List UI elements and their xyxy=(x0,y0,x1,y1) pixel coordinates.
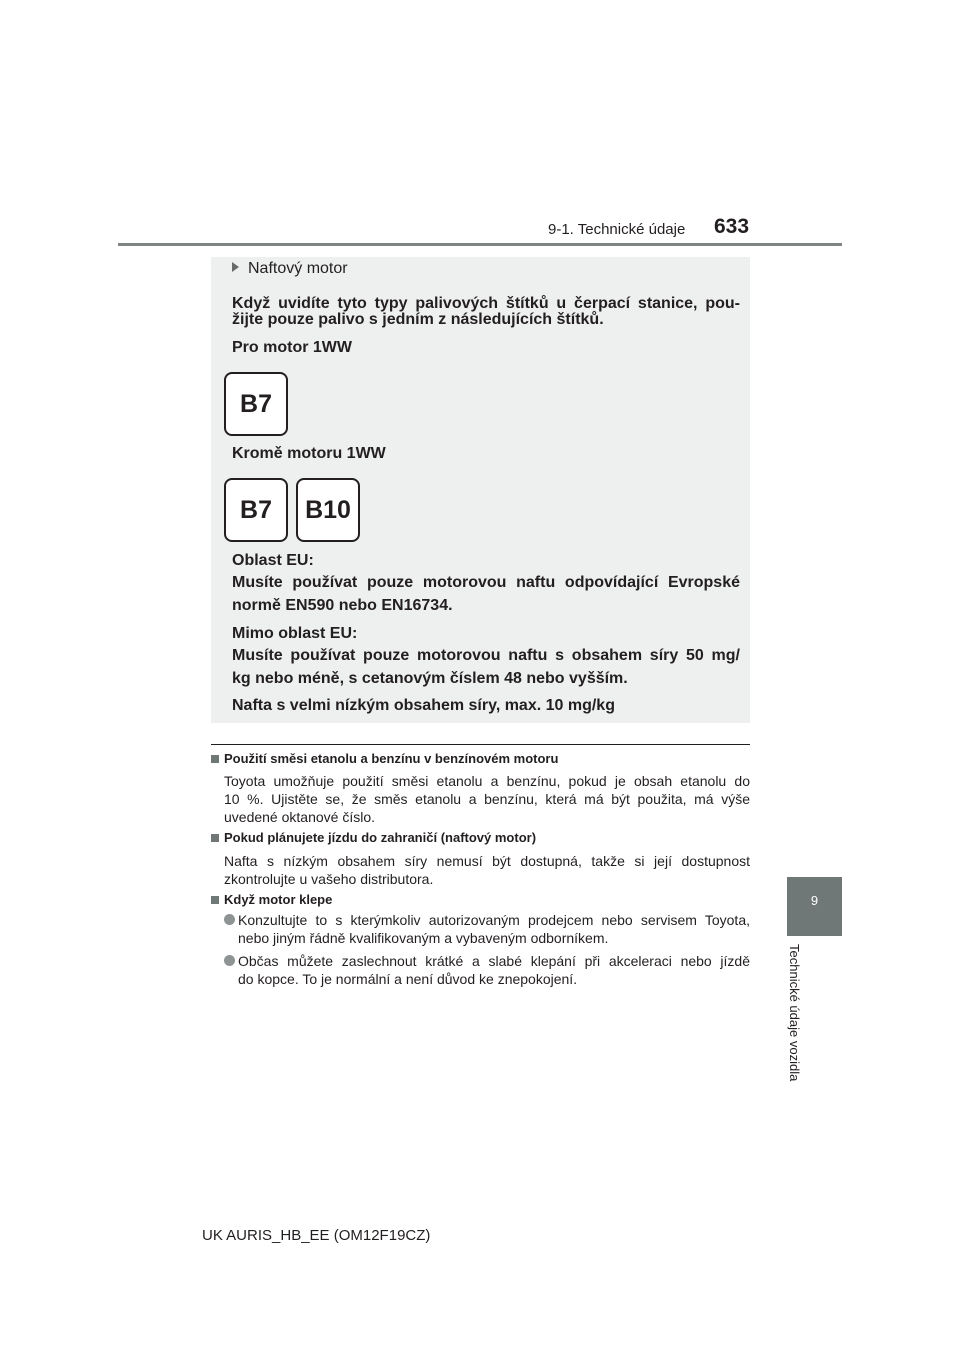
abroad-note-line-1: Nafta s nízkým obsahem síry nemusí být dostupná, takže si její dostupnost xyxy=(224,853,750,869)
ethanol-note-title-text: Použití směsi etanolu a benzínu v benzínovém motoru xyxy=(224,751,559,766)
non-eu-line-2: kg nebo méně, s cetanovým číslem 48 nebo vyšším. xyxy=(232,670,628,687)
ethanol-note-title xyxy=(211,751,558,766)
fuel-badge-b7-1ww: B7 xyxy=(224,372,288,436)
square-bullet-icon xyxy=(211,755,219,763)
knock-bullet-1-line-2: nebo jiným řádně kvalifikovaným a vybaveným odborníkem. xyxy=(238,930,609,946)
diesel-heading-text: Naftový motor xyxy=(248,260,348,277)
chapter-number: 9 xyxy=(810,893,819,908)
page-number: 633 xyxy=(714,215,750,238)
non-eu-line-1: Musíte používat pouze motorovou naftu s obsahem síry 50 mg/ xyxy=(232,647,740,664)
diesel-heading xyxy=(232,260,348,278)
chapter-title: Technické údaje vozidla xyxy=(787,944,802,1082)
label-1ww: Pro motor 1WW xyxy=(232,339,352,356)
knock-bullet-2-line-1: Občas můžete zaslechnout krátké a slabé klepání při akceleraci nebo jízdě xyxy=(238,953,750,969)
abroad-note-title-text: Pokud plánujete jízdu do zahraničí (naftový motor) xyxy=(224,830,537,845)
intro-line-1: Když uvidíte tyto typy palivových štítků u čerpací stanice, pou- xyxy=(232,295,740,312)
eu-line-2: normě EN590 nebo EN16734. xyxy=(232,597,453,614)
abroad-note-title xyxy=(211,830,536,845)
non-eu-heading: Mimo oblast EU: xyxy=(232,625,358,642)
abroad-note-line-2: zkontrolujte u vašeho distributora. xyxy=(224,871,434,887)
header-rule xyxy=(118,243,842,246)
label-other-engines: Kromě motoru 1WW xyxy=(232,445,386,462)
square-bullet-icon xyxy=(211,834,219,842)
low-sulfur-note: Nafta s velmi nízkým obsahem síry, max. 10 mg/kg xyxy=(232,697,615,714)
ethanol-note-line-1: Toyota umožňuje použití směsi etanolu a benzínu, pokud je obsah etanolu do xyxy=(224,773,750,789)
section-title: 9-1. Technické údaje xyxy=(548,221,686,238)
ethanol-note-line-3: uvedené oktanové číslo. xyxy=(224,809,375,825)
knock-note-title-text: Když motor klepe xyxy=(224,892,333,907)
notes-divider xyxy=(211,744,750,745)
ethanol-note-line-2: 10 %. Ujistěte se, že směs etanolu a benzínu, která má být použita, má výše xyxy=(224,791,750,807)
square-bullet-icon xyxy=(211,896,219,904)
knock-bullet-2-line-2: do kopce. To je normální a není důvod ke znepokojení. xyxy=(238,971,578,987)
eu-heading: Oblast EU: xyxy=(232,552,314,569)
intro-line-2-text: žijte pouze palivo s jedním z následujících štítků. xyxy=(232,311,604,328)
knock-bullet-1-line-1: Konzultujte to s kterýmkoliv autorizovaným prodejcem nebo servisem Toyota, xyxy=(238,912,750,928)
triangle-bullet-icon xyxy=(232,262,239,272)
fuel-badge-b7: B7 xyxy=(224,478,288,542)
fuel-badge-b10: B10 xyxy=(296,478,360,542)
eu-line-1: Musíte používat pouze motorovou naftu odpovídající Evropské xyxy=(232,574,740,591)
round-bullet-icon xyxy=(224,914,235,925)
manual-code: UK AURIS_HB_EE (OM12F19CZ) xyxy=(202,1227,431,1244)
round-bullet-icon xyxy=(224,955,235,966)
knock-note-title xyxy=(211,892,332,907)
